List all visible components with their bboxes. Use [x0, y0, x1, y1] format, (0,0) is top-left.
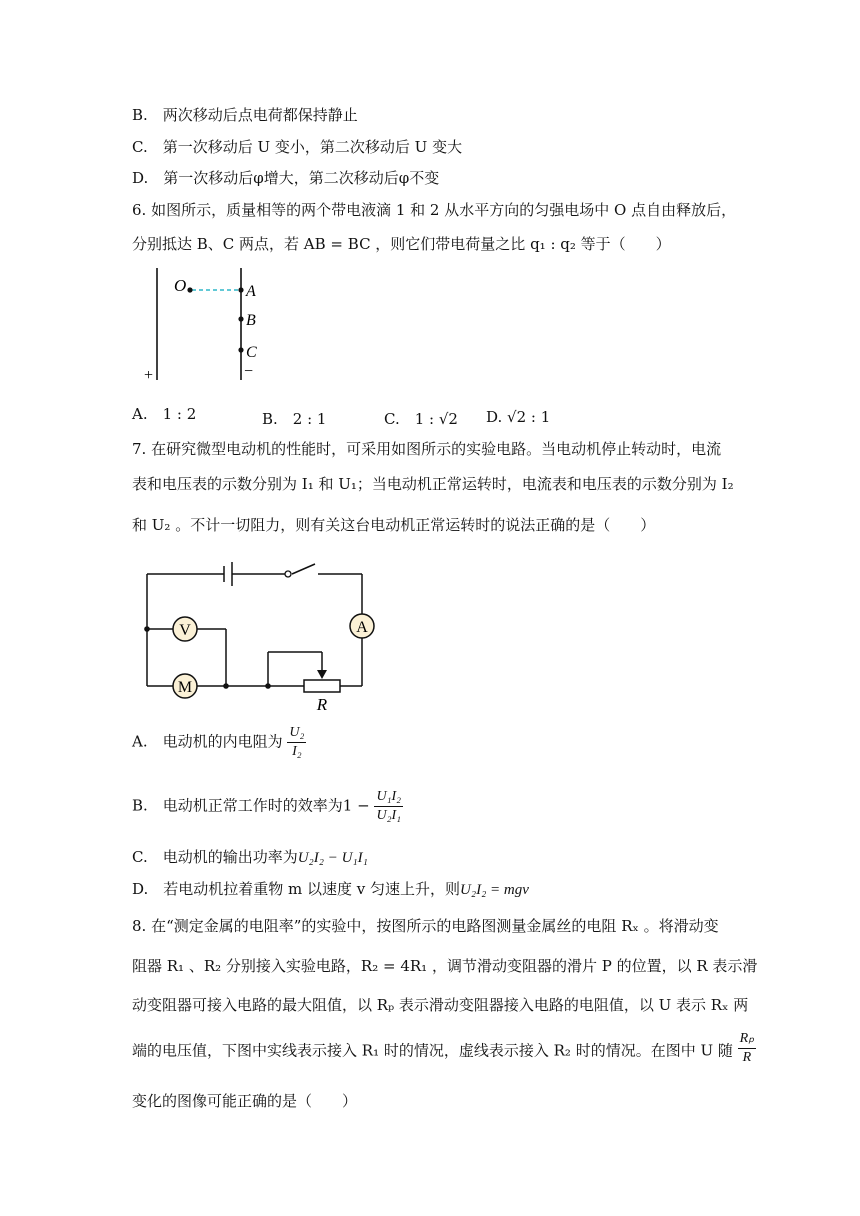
label-minus: −	[244, 363, 254, 380]
svg-text:R: R	[316, 695, 328, 714]
q6-option-c: C. 1 : √2	[384, 410, 458, 428]
label-a: A	[246, 283, 256, 300]
q8-stem-line3: 动变阻器可接入电路的最大阻值，以 Rₚ 表示滑动变阻器接入电路的电阻值，以 U 表示 Rₓ 两	[132, 996, 749, 1014]
label-b: B	[246, 312, 256, 329]
svg-text:A: A	[356, 619, 368, 636]
q8-stem-line2: 阻器 R₁ 、R₂ 分别接入实验电路，R₂ = 4R₁ ，调节滑动变阻器的滑片 P 的位置，以 R 表示滑	[132, 957, 758, 975]
point-a	[238, 287, 243, 292]
q6-figure-field-plates	[140, 262, 280, 387]
point-c	[238, 347, 243, 352]
q5-option-d: D. 第一次移动后φ增大，第二次移动后φ不变	[132, 169, 440, 187]
q6-option-b: B. 2 : 1	[262, 410, 327, 428]
q6-stem-line1: 6. 如图所示，质量相等的两个带电液滴 1 和 2 从水平方向的匀强电场中 O 点自由释放后，	[132, 201, 737, 219]
point-o	[187, 287, 192, 292]
q7-stem-line1: 7. 在研究微型电动机的性能时，可采用如图所示的实验电路。当电动机停止转动时，电流	[132, 440, 722, 458]
svg-text:M: M	[177, 679, 193, 696]
q6-option-d: D. √2 : 1	[486, 408, 551, 426]
q7-stem-line2: 表和电压表的示数分别为 I₁ 和 U₁；当电动机正常运转时，电流表和电压表的示数分别为 I₂	[132, 475, 734, 493]
label-plus: +	[144, 367, 154, 384]
q8-stem-line1: 8. 在“测定金属的电阻率”的实验中，按图所示的电路图测量金属丝的电阻 Rₓ 。将滑动变	[132, 917, 719, 935]
q8-stem-line4: 端的电压值，下图中实线表示接入 R₁ 时的情况，虚线表示接入 R₂ 时的情况。在图中 U 随 $\frac{\text{Rₚ}}{R}$	[132, 1031, 755, 1065]
q5-option-c: C. 第一次移动后 U 变小，第二次移动后 U 变大	[132, 138, 463, 156]
svg-text:V: V	[179, 622, 191, 639]
q7-option-a: A. 电动机的内电阻为 $\frac{\text{U₂}}{\text{I₂}}$	[132, 725, 305, 759]
q6-stem-line2: 分别抵达 B、C 两点，若 AB = BC ，则它们带电荷量之比 q₁ : q₂ 等于（ ）	[132, 235, 671, 253]
q7-circuit-figure	[140, 558, 380, 718]
q7-option-d: D. 若电动机拉着重物 m 以速度 v 匀速上升，则U₂I₂ = mgv	[132, 880, 529, 898]
q7-option-b: B. 电动机正常工作时的效率为1 − $\frac{\text{U₁I₂}}{\text{U₂I₁}}$	[132, 789, 401, 823]
label-o: O	[174, 276, 187, 295]
q8-stem-line5: 变化的图像可能正确的是（ ）	[132, 1092, 358, 1110]
q5-option-b: B. 两次移动后点电荷都保持静止	[132, 106, 358, 124]
point-b	[238, 316, 243, 321]
q7-option-c: C. 电动机的输出功率为U₂I₂ − U₁I₁	[132, 848, 368, 866]
q7-stem-line3: 和 U₂ 。不计一切阻力，则有关这台电动机正常运转时的说法正确的是（ ）	[132, 516, 656, 534]
label-c: C	[246, 344, 257, 361]
q6-option-a: A. 1 : 2	[132, 405, 197, 423]
